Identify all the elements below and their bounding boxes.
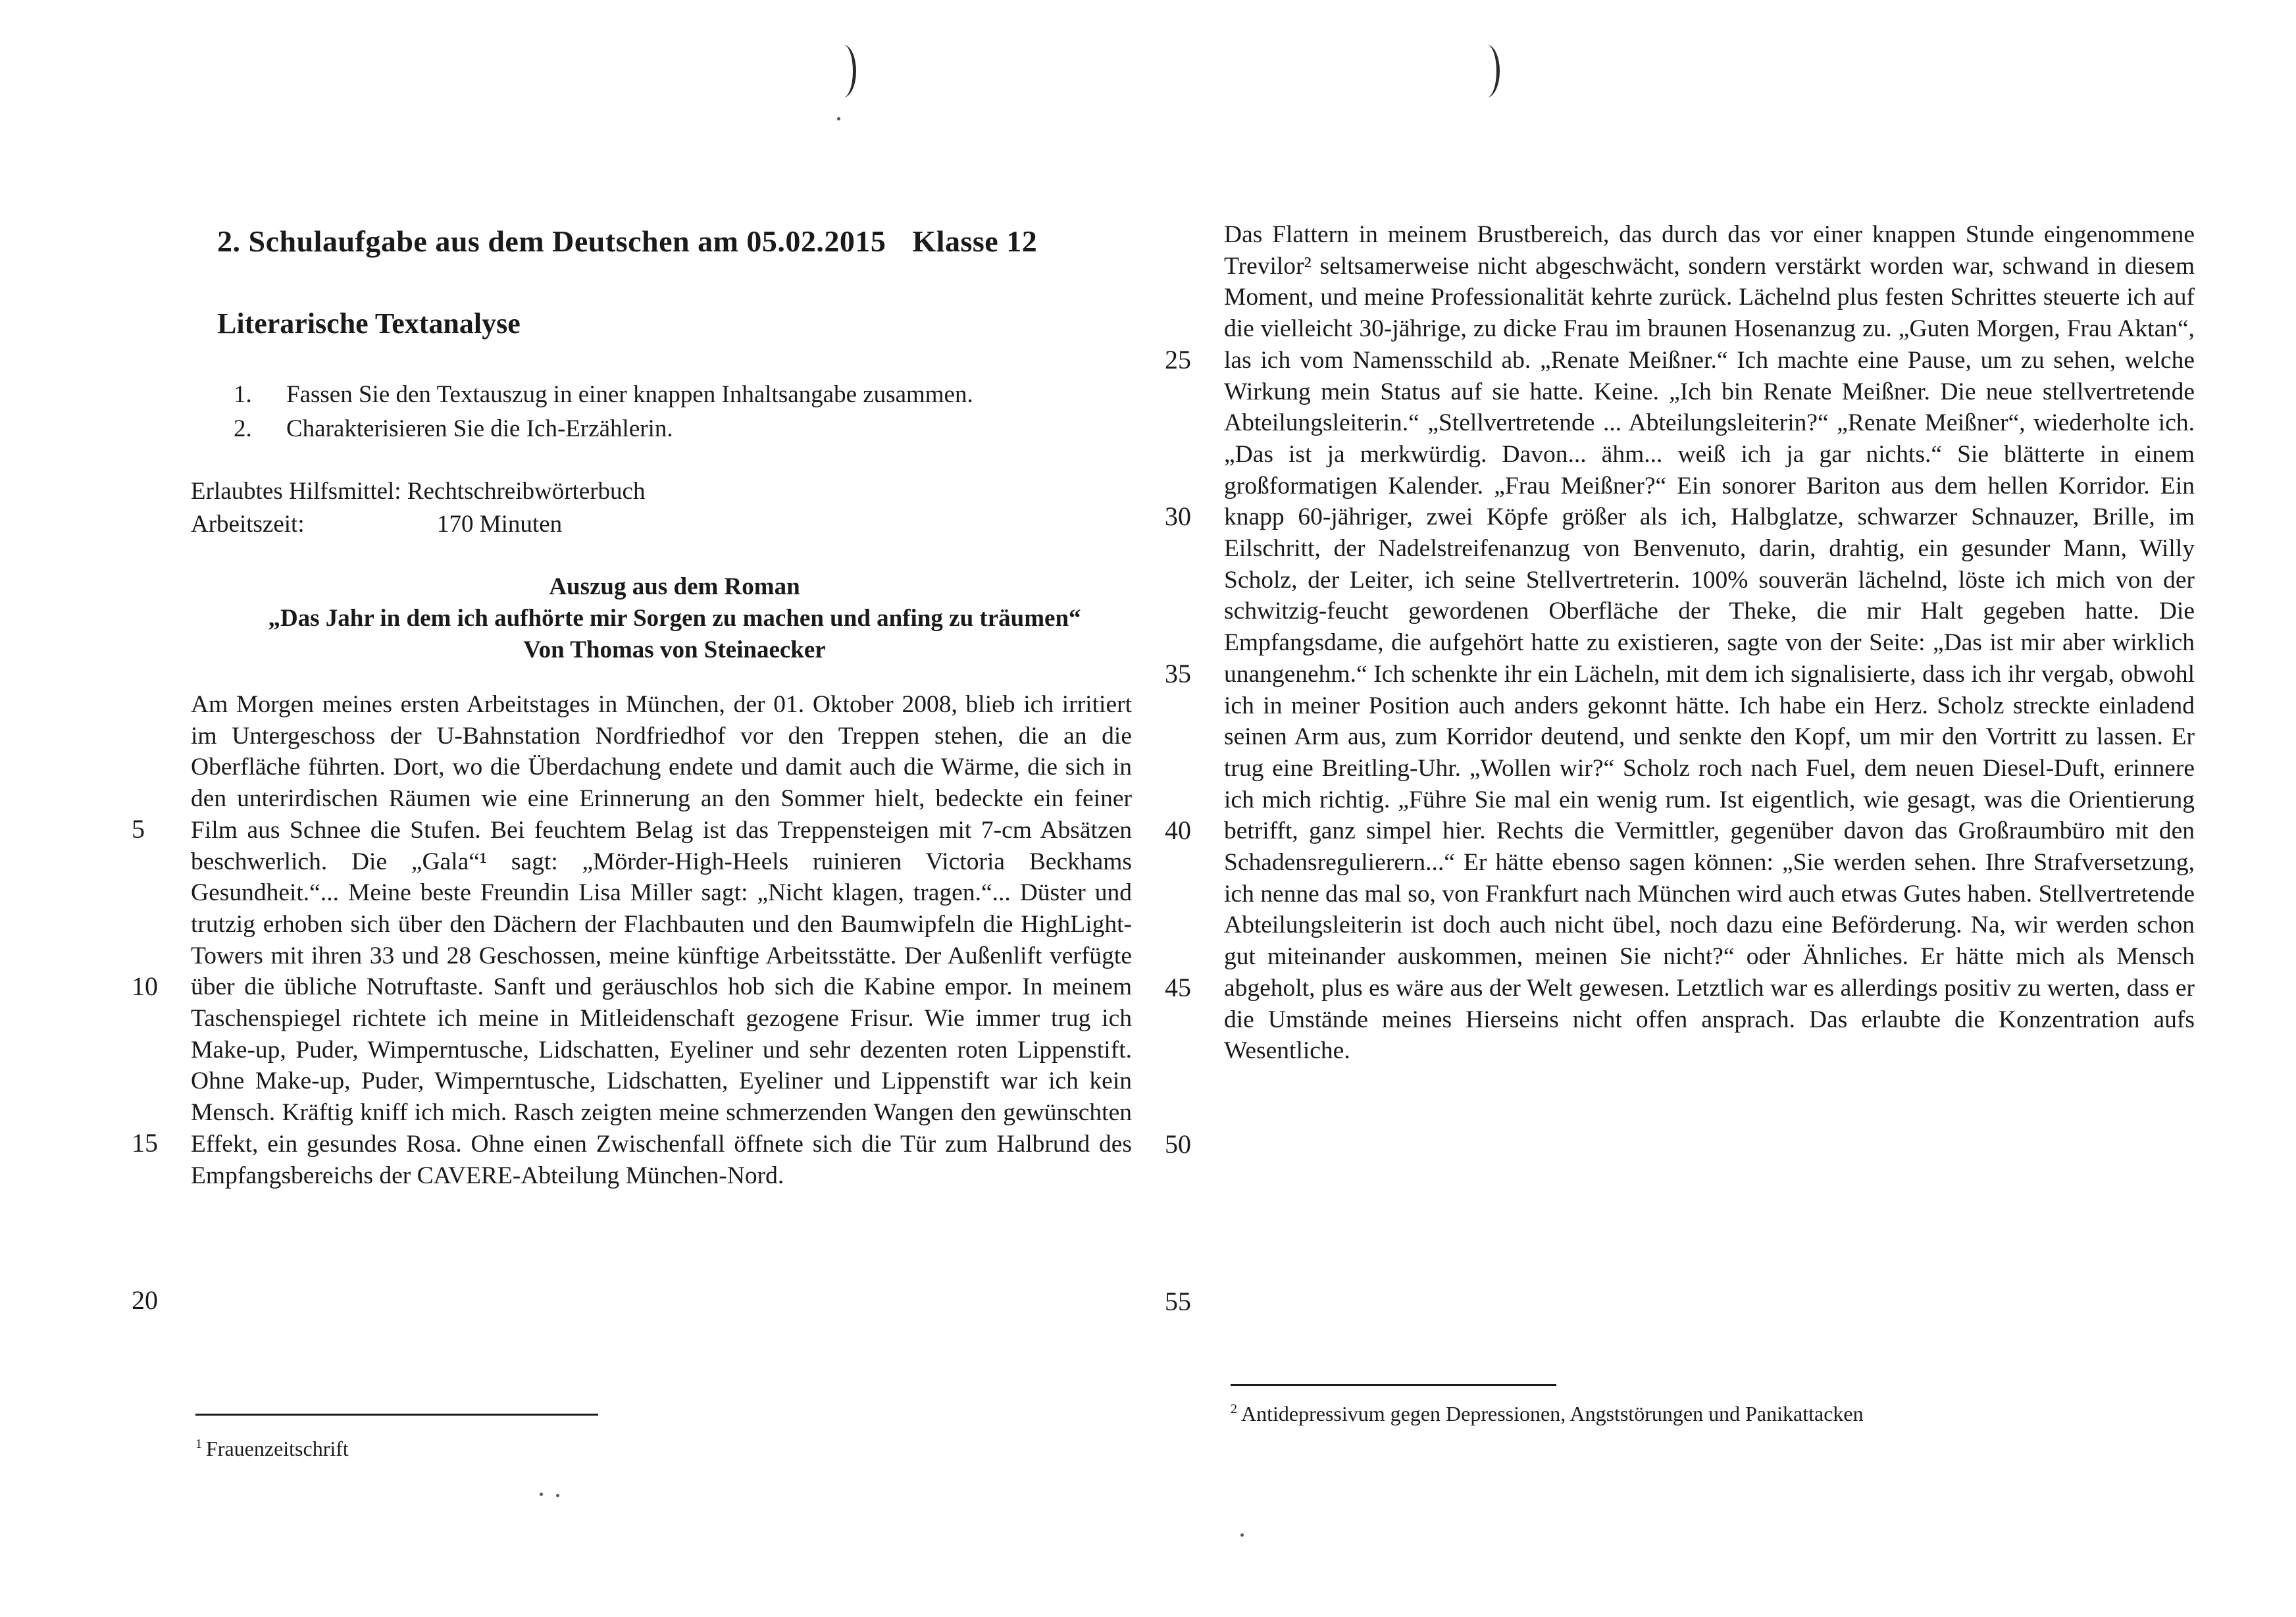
exam-title (217, 224, 1037, 259)
line-number: 40 (1165, 815, 1191, 845)
line-number: 55 (1165, 1287, 1191, 1316)
line-number: 15 (132, 1128, 158, 1158)
novel-author: Von Thomas von Steinaecker (523, 636, 826, 663)
task-number: 1. (234, 381, 252, 408)
line-number: 5 (132, 814, 145, 844)
novel-text-part-2: Das Flattern in meinem Brustbereich, das durch das vor einer knappen Stunde eingenommene Trevilor² seltsamerweise nicht abgeschwächt, sondern verstärkt worden war, schwand in diesem Moment, und meine Professionalität kehrte zurück. Lächelnd plus festen Schrittes steuerte ich auf die vielleicht 30-jährige, zu dicke Frau im braunen Hosenanzug zu. „Guten Morgen, Frau Aktan“, las ich vom Namensschild ab. „Renate Meißner.“ Ich machte eine Pause, um zu sehen, welche Wirkung mein Status auf sie hatte. Keine. „Ich bin Renate Meißner. Die neue stellvertretende Abteilungsleiterin.“ „Stellvertretende ... Abteilungsleiterin?“ „Renate Meißner“, wiederholte ich. „Das ist ja merkwürdig. Davon... ähm... weiß ich ja gar nichts.“ Sie blätterte in einem großformatigen Kalender. „Frau Meißner?“ Ein sonorer Bariton aus dem hellen Korridor. Ein knapp 60-jähriger, zwei Köpfe größer als ich, Halbglatze, schwarzer Schnauzer, Brille, im Eilschritt, der Nadelstreifenanzug von Benvenuto, darin, drahtig, ein gesunder Mann, Willy Scholz, der Leiter, ich seine Stellvertreterin. 100% souverän lächelnd, löste ich mich von der schwitzig-feucht gewordenen Oberfläche der Theke, die mir Halt gegeben hatte. Die Empfangsdame, die aufgehört hatte zu existieren, sagte von der Seite: „Das ist mir aber wirklich unangenehm.“ Ich schenkte ihr ein Lächeln, mit dem ich signalisierte, dass ich ihr vergab, obwohl ich in meiner Position auch anders gekonnt hätte. Ich habe ein Herz. Scholz streckte einladend seinen Arm aus, zum Korridor deutend, und senkte den Kopf, um mir den Vortritt zu lassen. Er trug eine Breitling-Uhr. „Wollen wir?“ Scholz roch nach Fuel, dem neuen Diesel-Duft, erinnere ich mich richtig. „Führe Sie mal ein wenig rum. Ist eigentlich, wie gesagt, was die Orientierung betrifft, ganz simpel hier. Rechts die Vermittler, gegenüber davon das Großraumbüro mit den Schadensregulierern...“ Er hätte ebenso sagen können: „Sie werden sehen. Ihre Strafversetzung, ich nenne das mal so, von Frankfurt nach München wird auch etwas Gutes haben. Stellvertretende Abteilungsleiterin ist doch auch nicht übel, noch dazu eine Beförderung. Na, wir werden schon gut miteinander auskommen, meinen Sie nicht?“ oder Ähnliches. Er hätte mich als Mensch abgeholt, plus es wäre aus der Welt gewesen. Letztlich war es allerdings positiv zu werten, dass er die Umstände meines Hierseins nicht offen ansprach. Das erlaubte die Konzentration aufs Wesentliche. (1224, 221, 2195, 1065)
line-number: 30 (1165, 501, 1191, 531)
task-item (234, 412, 973, 446)
right-page (1148, 0, 2296, 1617)
excerpt-heading (191, 571, 1158, 666)
footnote-2 (1231, 1402, 1864, 1426)
task-text: Fassen Sie den Textauszug in einer knappen Inhaltsangabe zusammen. (286, 381, 973, 408)
time-label: Arbeitszeit: (191, 511, 305, 538)
line-number: 20 (132, 1285, 158, 1315)
footnote-1 (195, 1437, 349, 1461)
punch-hole-mark (1474, 45, 1500, 97)
footnote-divider (1231, 1384, 1556, 1386)
task-list (234, 378, 973, 446)
footnote-divider (195, 1414, 598, 1416)
novel-text-part-1: Am Morgen meines ersten Arbeitstages in München, der 01. Oktober 2008, blieb ich irritiert im Untergeschoss der U-Bahnstation Nordfriedhof vor den Treppen stehen, die an die Oberfläche führten. Dort, wo die Überdachung endete und damit auch die Wärme, die sich in den unterirdischen Räumen wie eine Erinnerung an den Sommer hielt, bedeckte ein feiner Film aus Schnee die Stufen. Bei feuchtem Belag ist das Treppensteigen mit 7-cm Absätzen beschwerlich. Die „Gala“¹ sagt: „Mörder-High-Heels ruinieren Victoria Beckhams Gesundheit.“... Meine beste Freundin Lisa Miller sagt: „Nicht klagen, tragen.“... Düster und trutzig erhoben sich über den Dächern der Flachbauten und den Baumwipfeln die HighLight-Towers mit ihren 33 und 28 Geschossen, meine künftige Arbeitsstätte. Der Außenlift verfügte über die übliche Notruftaste. Sanft und geräuschlos hob sich die Kabine empor. In meinem Taschenspiegel richtete ich meine in Mitleidenschaft gezogene Frisur. Wie immer trug ich Make-up, Puder, Wimperntusche, Lidschatten, Eyeliner und sehr dezenten roten Lippenstift. Ohne Make-up, Puder, Wimperntusche, Lidschatten, Eyeliner und Lippenstift war ich kein Mensch. Kräftig kniff ich mich. Rasch zeigten meine schmerzenden Wangen den gewünschten Effekt, ein gesundes Rosa. Ohne einen Zwischenfall öffnete sich die Tür zum Halbrund des Empfangsbereichs der CAVERE-Abteilung München-Nord. (191, 691, 1132, 1189)
exam-meta (191, 475, 645, 541)
line-number: 10 (132, 971, 158, 1001)
line-number: 45 (1165, 973, 1191, 1002)
scan-speck (540, 1493, 543, 1496)
excerpt-label: Auszug aus dem Roman (549, 573, 800, 600)
exam-class: Klasse 12 (912, 224, 1038, 258)
time-value: 170 Minuten (437, 511, 563, 538)
aid-value: Rechtschreibwörterbuch (407, 478, 646, 505)
footnote-text: Antidepressivum gegen Depressionen, Angststörungen und Panikattacken (1241, 1402, 1864, 1425)
line-number: 50 (1165, 1129, 1191, 1159)
novel-title: „Das Jahr in dem ich aufhörte mir Sorgen zu machen und anfing zu träumen“ (268, 605, 1081, 632)
task-item (234, 378, 973, 412)
footnote-text: Frauenzeitschrift (206, 1437, 349, 1460)
exam-subtitle: Literarische Textanalyse (217, 307, 521, 340)
punch-hole-mark (830, 45, 856, 97)
task-number: 2. (234, 415, 252, 442)
task-text: Charakterisieren Sie die Ich-Erzählerin. (286, 415, 673, 442)
line-number: 25 (1165, 345, 1191, 374)
scan-speck (837, 117, 840, 120)
scan-speck (556, 1494, 559, 1497)
aid-label: Erlaubtes Hilfsmittel: (191, 478, 401, 505)
line-number: 35 (1165, 659, 1191, 688)
scan-speck (1240, 1533, 1244, 1537)
aid-row (191, 475, 645, 508)
time-row (191, 508, 645, 541)
exam-title-text: 2. Schulaufgabe aus dem Deutschen am 05.02.2015 (217, 224, 886, 258)
footnote-mark: 1 (195, 1437, 202, 1451)
footnote-mark: 2 (1231, 1402, 1237, 1416)
